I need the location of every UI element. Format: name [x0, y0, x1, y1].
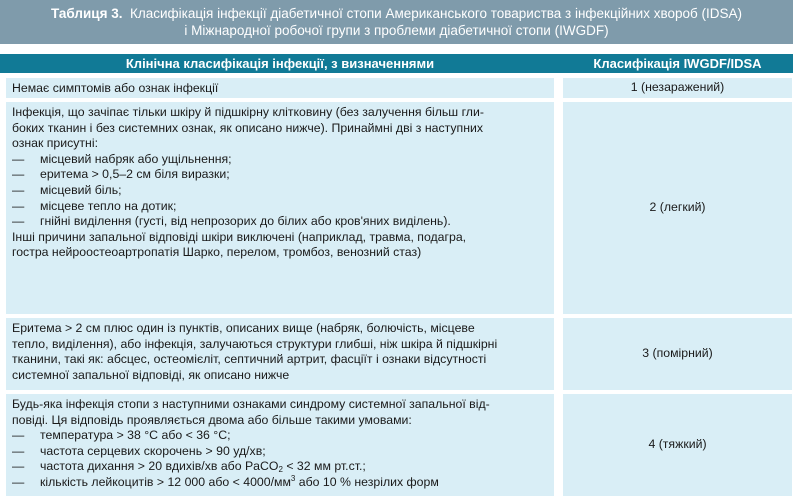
bullet-text: гнійні виділення (густі, від непрозорих до білих або кров'яних виділень). — [40, 214, 451, 229]
bullet-text: еритема > 0,5–2 см біля виразки; — [40, 167, 230, 182]
header-classification: Класифікація IWGDF/IDSA — [593, 56, 762, 71]
bullet-item — [12, 199, 548, 215]
header-clinical: Клінічна класифікація інфекції, з визначеннями — [125, 56, 435, 71]
bullet-item — [12, 152, 548, 168]
bullet-text: місцевий біль; — [40, 182, 122, 197]
text-line: ознак присутні: — [12, 136, 99, 151]
text-line: Інфекція, що зачіпає тільки шкіру й підшкірну клітковину (без залучення більш гли- — [12, 105, 484, 119]
title-text-1: Класифікація інфекції діабетичної стопи Американського товариства з інфекційних хвороб (IDSA) — [129, 6, 743, 21]
row-3-clinical — [6, 318, 554, 390]
bullet-item — [12, 167, 548, 183]
title-text-2: і Міжнародної робочої групи з проблеми діабетичної стопи (IWGDF) — [184, 23, 609, 38]
table-number: Таблиця 3. — [50, 6, 123, 21]
bullet-item — [12, 459, 548, 475]
text-line: гостра нейроостеоартропатія Шарко, перелом, тромбоз, венозний стаз) — [12, 245, 422, 260]
text-line: повіді. Ця відповідь проявляється двома або більше такими умовами: — [12, 412, 412, 427]
dash: — — [12, 428, 25, 443]
row-3-classification: 3 (помірний) — [563, 318, 792, 390]
superscript: 3 — [290, 473, 296, 483]
text-line: Немає симптомів або ознак інфекції — [12, 81, 219, 95]
row-4-classification: 4 (тяжкий) — [563, 394, 792, 496]
bullet-item — [12, 428, 548, 444]
row-1-clinical — [6, 78, 554, 98]
bullet-text: місцеве тепло на дотик; — [40, 198, 177, 213]
text-line: Будь-яка інфекція стопи з наступними ознаками синдрому системної запальної від- — [12, 397, 490, 411]
dash: — — [12, 474, 25, 489]
table-title — [0, 0, 793, 44]
bullet-text: або 10 % незрілих форм — [295, 474, 439, 489]
bullet-item — [12, 475, 548, 491]
text-line: тканини, такі як: абсцес, остеомієліт, септичний артрит, фасціїт і ознаки відсутності — [12, 352, 487, 367]
title-line-1 — [0, 5, 793, 22]
text-line: тепло, виділення), або інфекція, залучаються структури глибші, ніж шкіра й підшкірні — [12, 336, 498, 351]
row-1-classification: 1 (незаражений) — [563, 78, 792, 98]
dash: — — [12, 167, 25, 182]
bullet-text: < 32 мм рт.ст.; — [282, 459, 366, 474]
dash: — — [12, 443, 25, 458]
dash: — — [12, 214, 25, 229]
table-header-row — [0, 54, 793, 73]
bullet-text: температура > 38 °С або < 36 °С; — [40, 428, 231, 443]
dash: — — [12, 459, 25, 474]
dash: — — [12, 198, 25, 213]
row-2-clinical — [6, 102, 554, 314]
text-line: системної запальної відповіді, як описано нижче — [12, 367, 290, 382]
bullet-text: кількість лейкоцитів > 12 000 або < 4000/мм — [40, 474, 291, 489]
bullet-item — [12, 183, 548, 199]
text-line: боких тканин і без системних ознак, як описано нижче). Принаймні дві з наступних — [12, 120, 484, 135]
subscript: 2 — [278, 465, 283, 475]
row-2-classification: 2 (легкий) — [563, 102, 792, 314]
bullet-item — [12, 444, 548, 460]
row-4-clinical — [6, 394, 554, 496]
bullet-text: частота дихання > 20 вдихів/хв або PaCO — [40, 459, 279, 474]
bullet-text: частота серцевих скорочень > 90 уд/хв; — [40, 443, 266, 458]
dash: — — [12, 151, 25, 166]
text-line: Еритема > 2 см плюс один із пунктів, описаних вище (набряк, болючість, місцеве — [12, 321, 475, 335]
text-line: Інші причини запальної відповіді шкіри виключені (наприклад, травма, подагра, — [12, 229, 467, 244]
bullet-item — [12, 214, 548, 230]
dash: — — [12, 182, 25, 197]
bullet-text: місцевий набряк або ущільнення; — [40, 151, 232, 166]
